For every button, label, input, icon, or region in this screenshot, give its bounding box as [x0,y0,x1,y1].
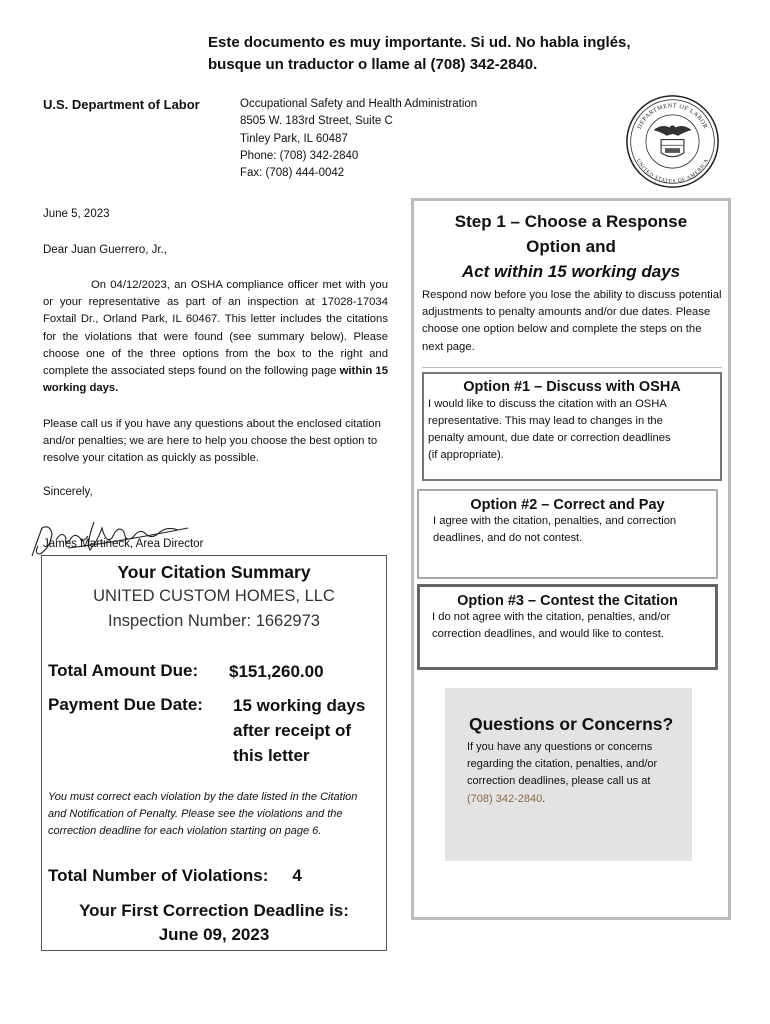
correction-note: You must correct each violation by the date listed in the Citation and Notification of Penalty. Please see the violations and the correction deadline for each violation starting on page 6. [48,791,358,838]
option-2-box[interactable] [417,489,718,579]
seal-text-top: DEPARTMENT OF LABOR [636,103,709,131]
questions-text [467,739,677,808]
payment-due-line: after receipt of [233,721,352,740]
agency-fax: Fax: (708) 444-0042 [240,167,345,180]
violations-label: Total Number of Violations: [48,866,269,885]
salutation: Dear Juan Guerrero, Jr., [43,244,167,256]
payment-due-line: this letter [233,746,310,765]
option-1-title: Option #1 – Discuss with OSHA [463,379,681,395]
option-2-title: Option #2 – Correct and Pay [470,497,665,513]
payment-due-label: Payment Due Date: [48,695,203,714]
option-2-text: I agree with the citation, penalties, and correction deadlines, and do not contest. [433,515,677,544]
inspection-value: 1662973 [255,612,320,630]
questions-title: Questions or Concerns? [469,714,674,734]
agency-city: Tinley Park, IL 60487 [240,132,348,145]
signer-name: James Martineck, Area Director [43,538,204,550]
inspection-number [42,612,386,631]
option-3-title: Option #3 – Contest the Citation [457,593,678,609]
department-name: U.S. Department of Labor [43,97,200,112]
department-of-labor-seal-icon [625,94,720,189]
questions-phone-link[interactable]: (708) 342-2840 [467,792,543,805]
summary-title: Your Citation Summary [117,562,311,582]
agency-address [240,96,477,182]
paragraph-1-text: On 04/12/2023, an OSHA compliance officer met with you or your representative as part of an inspection at 17028-17034 Foxtail Dr., Orland Park, IL 60467. This letter includes the citations for the violations that were found (see summary below). Please choose one of the three options from the box to the right and complete the associated steps found on the following page [43,279,388,378]
questions-box [445,688,692,861]
step1-title-line1: Step 1 – Choose a Response [454,212,688,231]
agency-name: Occupational Safety and Health Administration [240,98,478,110]
step1-title-emphasis: Act within 15 working days [461,262,681,281]
agency-street: 8505 W. 183rd Street, Suite C [240,115,393,128]
letter-closing: Sincerely, [43,486,93,498]
letter-paragraph-1 [43,277,388,397]
paragraph-1-deadline: within 15 working days. [43,365,388,395]
violations-count: 4 [292,866,302,885]
total-due-value: $151,260.00 [229,662,324,681]
payment-due-value [233,693,365,768]
citation-summary-box [41,555,387,951]
first-deadline-label: Your First Correction Deadline is: [79,901,349,920]
first-deadline [42,899,386,947]
step1-title-line3 [414,259,728,284]
inspection-label: Inspection Number: [108,612,256,630]
language-notice [208,32,688,76]
option-3-box[interactable] [417,584,718,670]
questions-end: . [542,792,546,805]
violations-row [48,866,302,886]
language-notice-line2: busque un traductor o llame al (708) 342-2840. [208,56,538,73]
step1-title-line2: Option and [526,237,616,256]
step1-divider [422,367,722,368]
agency-phone: Phone: (708) 342-2840 [240,149,359,162]
letter-paragraph-2: Please call us if you have any questions about the enclosed citation and/or penalties; we are here to help you choose the best option to resolve your citation as quickly as possible. [43,418,381,465]
letter-date: June 5, 2023 [43,208,110,220]
step1-title [414,209,728,284]
first-deadline-date: June 09, 2023 [158,925,270,944]
option-1-text: I would like to discuss the citation with an OSHA representative. This may lead to changes in the penalty amount, due date or correction deadlines (if appropriate). [428,398,671,461]
step1-response-box [411,198,731,920]
step1-intro: Respond now before you lose the ability to discuss potential adjustments to penalty amounts and/or due dates. Please choose one option below and complete the steps on the next page. [422,289,722,353]
company-name: UNITED CUSTOM HOMES, LLC [93,587,335,605]
language-notice-line1: Este documento es muy importante. Si ud. No habla inglés, [208,34,631,51]
option-3-text: I do not agree with the citation, penalties, and/or correction deadlines, and would like to contest. [432,611,671,640]
payment-due-line: 15 working days [233,696,366,715]
seal-text-bottom: UNITED STATES OF AMERICA [634,157,711,185]
option-1-box[interactable] [422,372,722,481]
total-due-label: Total Amount Due: [48,661,199,680]
questions-body: If you have any questions or concerns regarding the citation, penalties, and/or correction deadlines, please call us at [467,741,658,788]
